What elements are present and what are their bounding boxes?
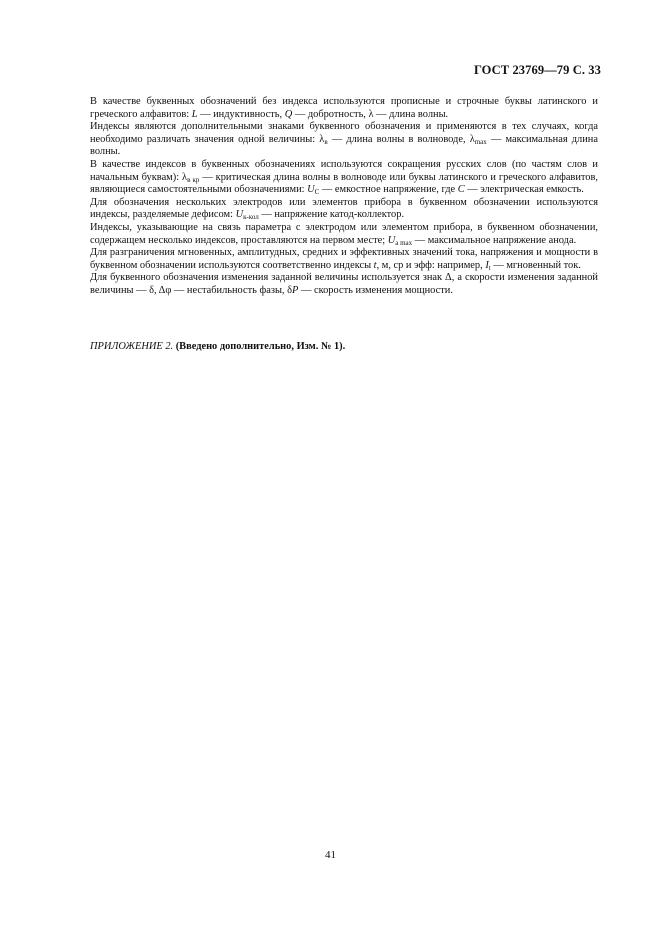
text-run: Для обозначения нескольких электродов или элементов прибора в буквенном обозначении используются индексы, разделяемые дефисом: — [90, 196, 598, 221]
paragraph — [90, 96, 598, 121]
text-run: Индексы являются дополнительными знаками буквенного обозначения и применяются в тех случаях, когда необходимо различать значения одной величины: λ — [90, 121, 598, 145]
subscript: C — [314, 188, 320, 197]
appendix-note — [90, 341, 345, 352]
italic-symbol: U — [307, 184, 315, 196]
text-run: — емкостное напряжение, где — [319, 184, 458, 196]
italic-symbol: Q — [284, 108, 293, 120]
subscript: в — [324, 137, 328, 146]
text-run: — электрическая емкость. — [464, 184, 584, 196]
text-run: — критическая длина волны в волноводе или буквы латинского и греческого алфавитов, являющиеся самостоятельными обозначениями: — [90, 171, 598, 196]
italic-symbol: C — [457, 184, 465, 196]
text-run: , м, ср и эфф: например, — [376, 259, 486, 271]
text-run: — напряжение катод-коллектор. — [258, 209, 405, 221]
body-text — [90, 96, 598, 298]
page-header: ГОСТ 23769—79 С. 33 — [473, 63, 601, 77]
text-run: — добротность, λ — длина волны. — [292, 108, 449, 120]
italic-symbol: U — [387, 234, 396, 246]
paragraph — [90, 272, 598, 297]
paragraph — [90, 197, 598, 222]
italic-symbol: L — [191, 108, 198, 120]
subscript: max — [474, 137, 487, 146]
subscript: в кр — [187, 175, 200, 184]
paragraph — [90, 121, 598, 159]
text-run: Для разграничения мгновенных, амплитудных, средних и эффективных значений тока, напряжения и мощности в буквенном обозначении используются соответственно индексы — [90, 247, 598, 271]
italic-symbol: t — [373, 259, 377, 271]
paragraph — [90, 159, 598, 197]
page-number: 41 — [325, 849, 336, 861]
text-run: Индексы, указывающие на связь параметра с электродом или элементом прибора, в буквенном обозначении, содержащем несколько индексов, проставляются на первом месте; — [90, 221, 598, 246]
italic-symbol: I — [485, 259, 489, 271]
text-run: — длина волны в волноводе, λ — [327, 133, 475, 145]
paragraph — [90, 222, 598, 247]
subscript: к-кол — [243, 213, 259, 222]
text-run: Для буквенного обозначения изменения заданной величины используется знак Δ, а скорости изменения заданной величины — δ, Δφ — нестабильность фазы, δ — [90, 272, 598, 296]
text-run: — максимальная длина волны. — [90, 133, 598, 158]
subscript: а max — [395, 238, 413, 247]
text-run: — индуктивность, — [197, 108, 285, 120]
paragraph — [90, 247, 598, 272]
subscript: t — [488, 263, 491, 272]
appendix-note-text: (Введено дополнительно, Изм. № 1). — [173, 341, 346, 352]
text-run: В качестве индексов в буквенных обозначениях используются сокращения русских слов (по частям слов и начальным буквам): λ — [90, 158, 598, 183]
text-run: — максимальное напряжение анода. — [412, 234, 577, 246]
appendix-title: ПРИЛОЖЕНИЕ 2. — [90, 341, 174, 352]
text-run: В качестве буквенных обозначений без индекса используются прописные и строчные буквы латинского и греческого алфавитов: — [90, 96, 598, 120]
italic-symbol: U — [235, 209, 244, 221]
text-run: — скорость изменения мощности. — [298, 284, 453, 296]
italic-symbol: P — [292, 284, 299, 296]
text-run: — мгновенный ток. — [490, 259, 581, 271]
